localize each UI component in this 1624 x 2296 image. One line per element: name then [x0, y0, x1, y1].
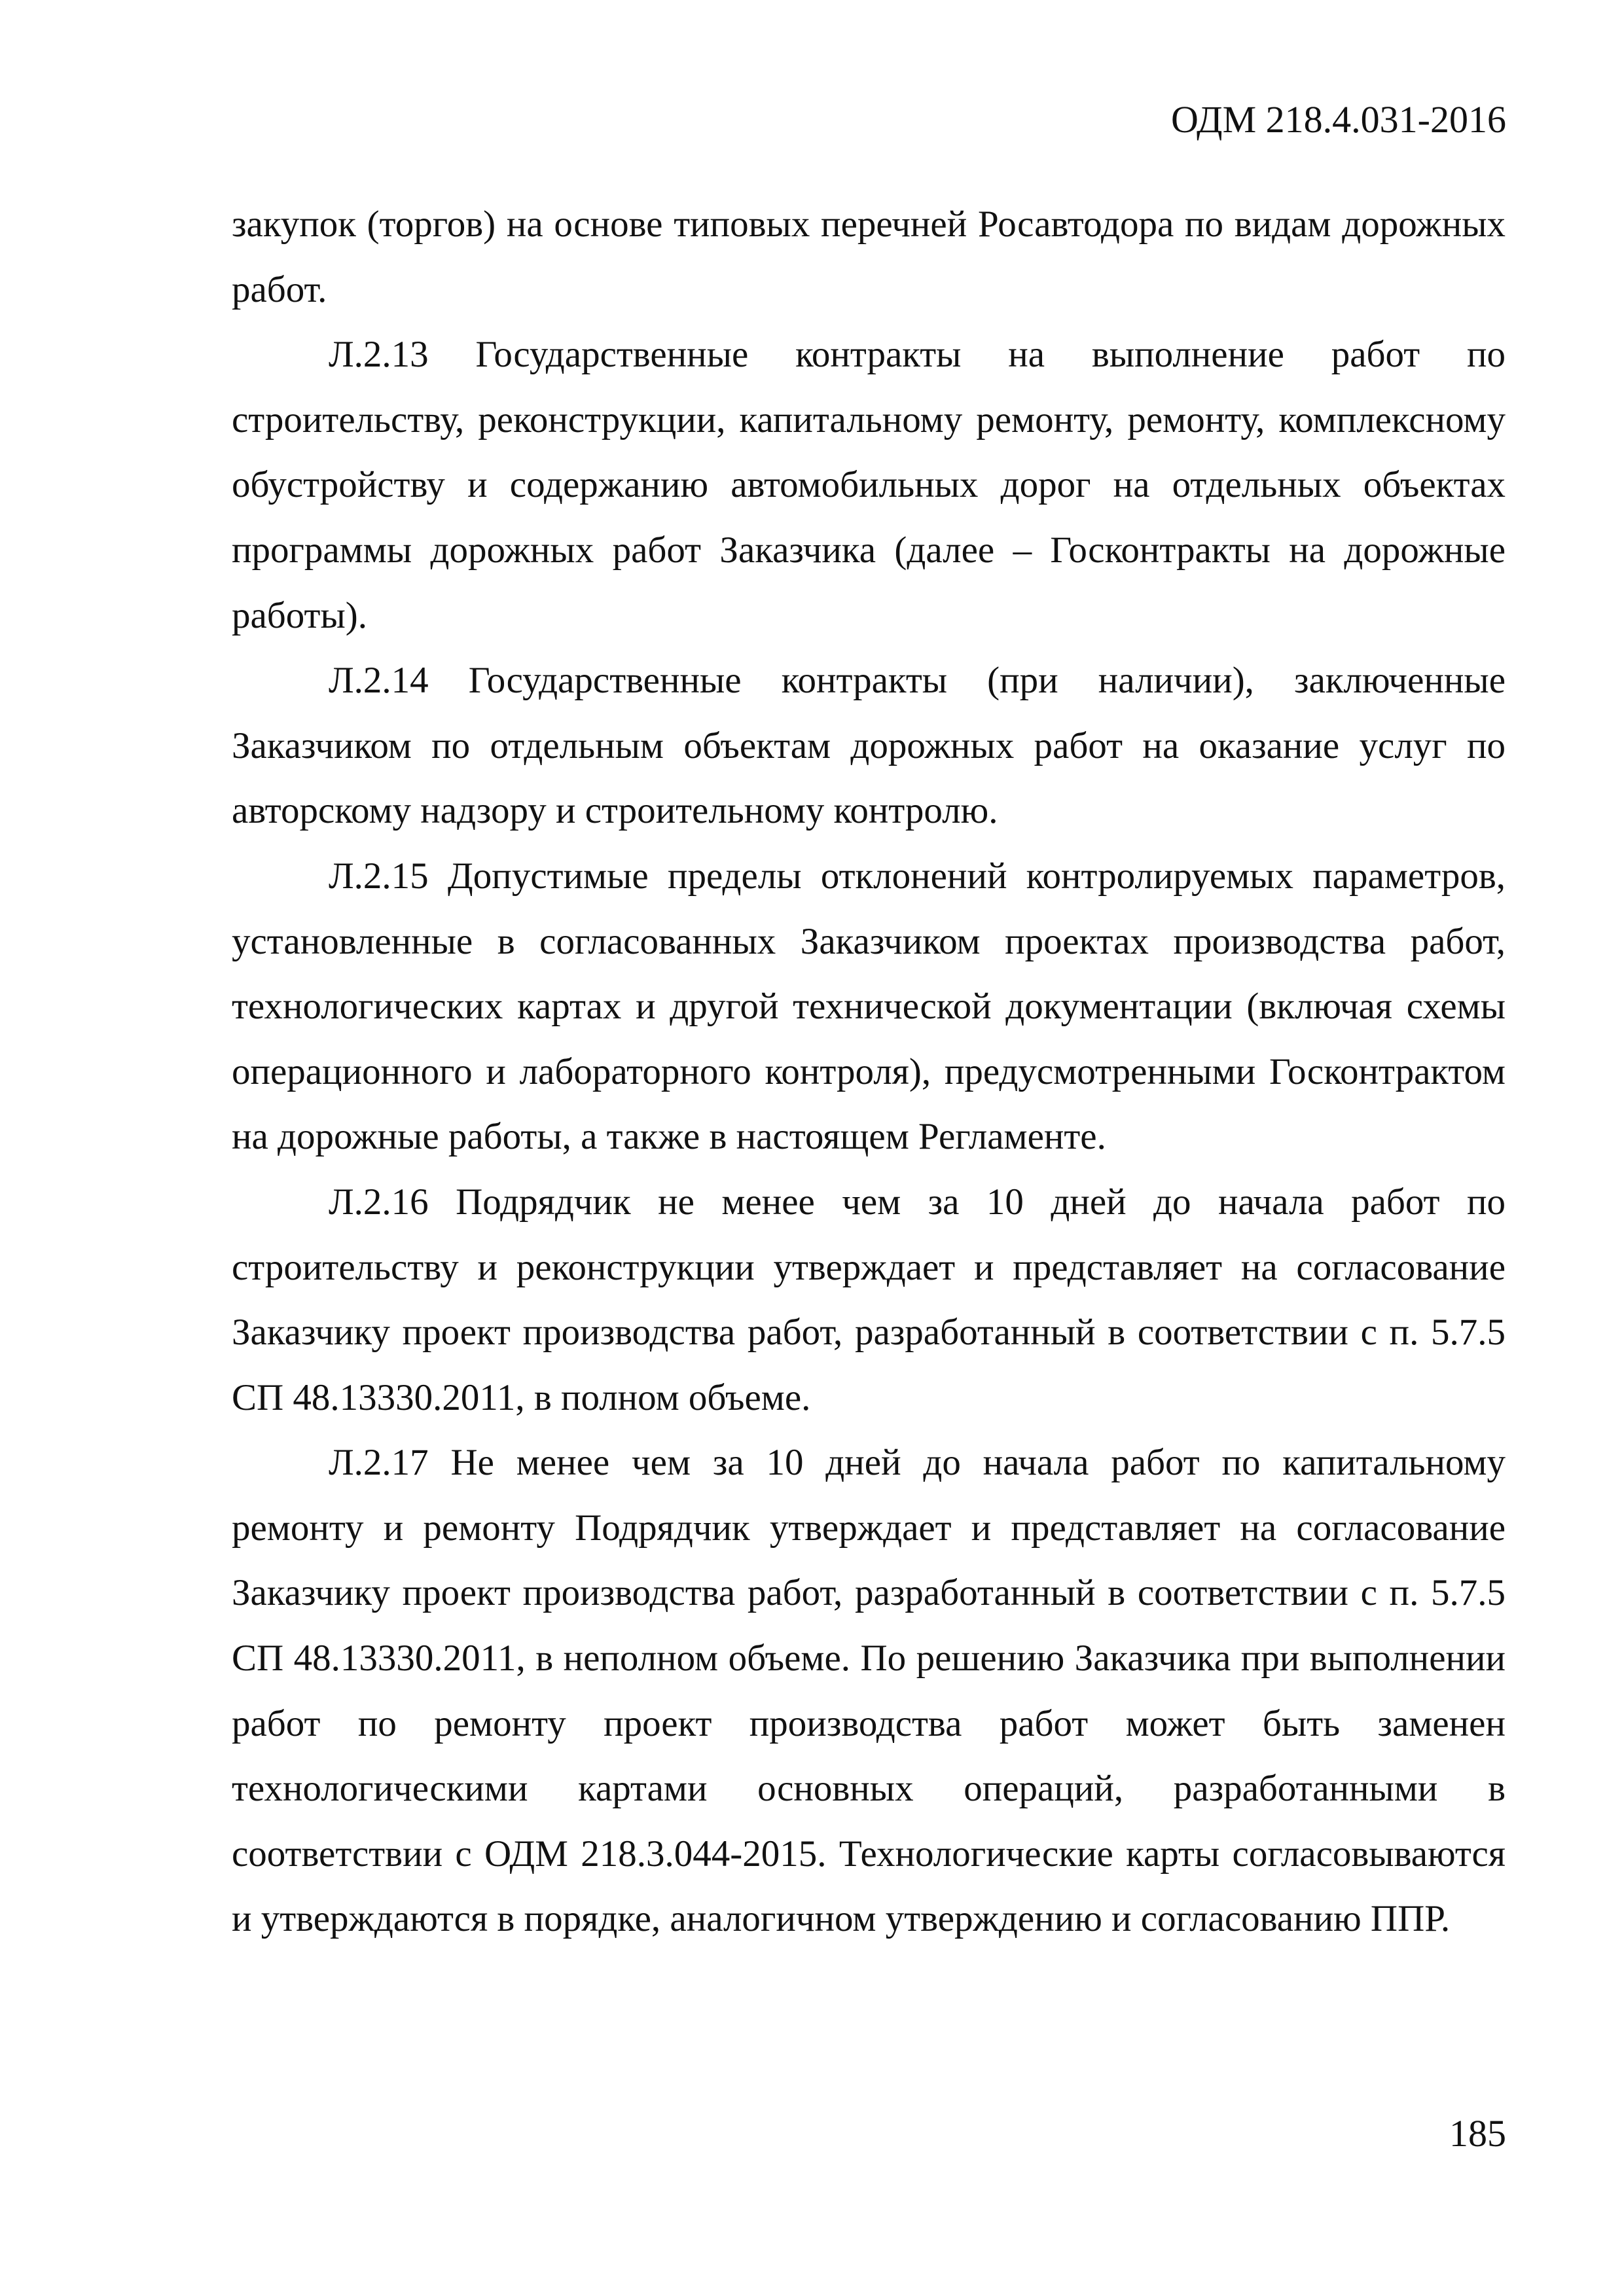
- paragraph-l-2-13: Л.2.13 Государственные контракты на выполнение работ по строительству, реконструкции, капитальному ремонту, ремонту, комплексному обустройству и содержанию автомобильных дорог на отдельных объектах программы дорожных работ Заказчика (далее – Госконтракты на дорожные работы).: [232, 334, 1506, 636]
- page-number: 185: [1449, 2112, 1506, 2155]
- paragraph-continuation: закупок (торгов) на основе типовых перечней Росавтодора по видам дорожных работ.: [232, 204, 1506, 310]
- document-code-header: ОДМ 218.4.031-2016: [1171, 98, 1506, 141]
- paragraph-l-2-16: Л.2.16 Подрядчик не менее чем за 10 дней до начала работ по строительству и реконструкции утверждает и представляет на согласование Заказчику проект производства работ, разработанный в соответствии с п. 5.7.5 СП 48.13330.2011, в полном объеме.: [232, 1181, 1506, 1418]
- paragraph-l-2-14: Л.2.14 Государственные контракты (при наличии), заключенные Заказчиком по отдельным объектам дорожных работ на оказание услуг по авторскому надзору и строительному контролю.: [232, 660, 1506, 832]
- body-text: [232, 192, 1506, 1952]
- paragraph-l-2-15: Л.2.15 Допустимые пределы отклонений контролируемых параметров, установленные в согласованных Заказчиком проектах производства работ, технологических картах и другой технической документации (включая схемы операционного и лабораторного контроля), предусмотренными Госконтрактом на дорожные работы, а также в настоящем Регламенте.: [232, 855, 1506, 1158]
- paragraph-l-2-17: Л.2.17 Не менее чем за 10 дней до начала работ по капитальному ремонту и ремонту Подрядчик утверждает и представляет на согласование Заказчику проект производства работ, разработанный в соответствии с п. 5.7.5 СП 48.13330.2011, в неполном объеме. По решению Заказчика при выполнении работ по ремонту проект производства работ может быть заменен технологическими картами основных операций, разработанными в соответствии с ОДМ 218.3.044-2015. Технологические карты согласовываются и утверждаются в порядке, аналогичном утверждению и согласованию ППР.: [232, 1442, 1506, 1940]
